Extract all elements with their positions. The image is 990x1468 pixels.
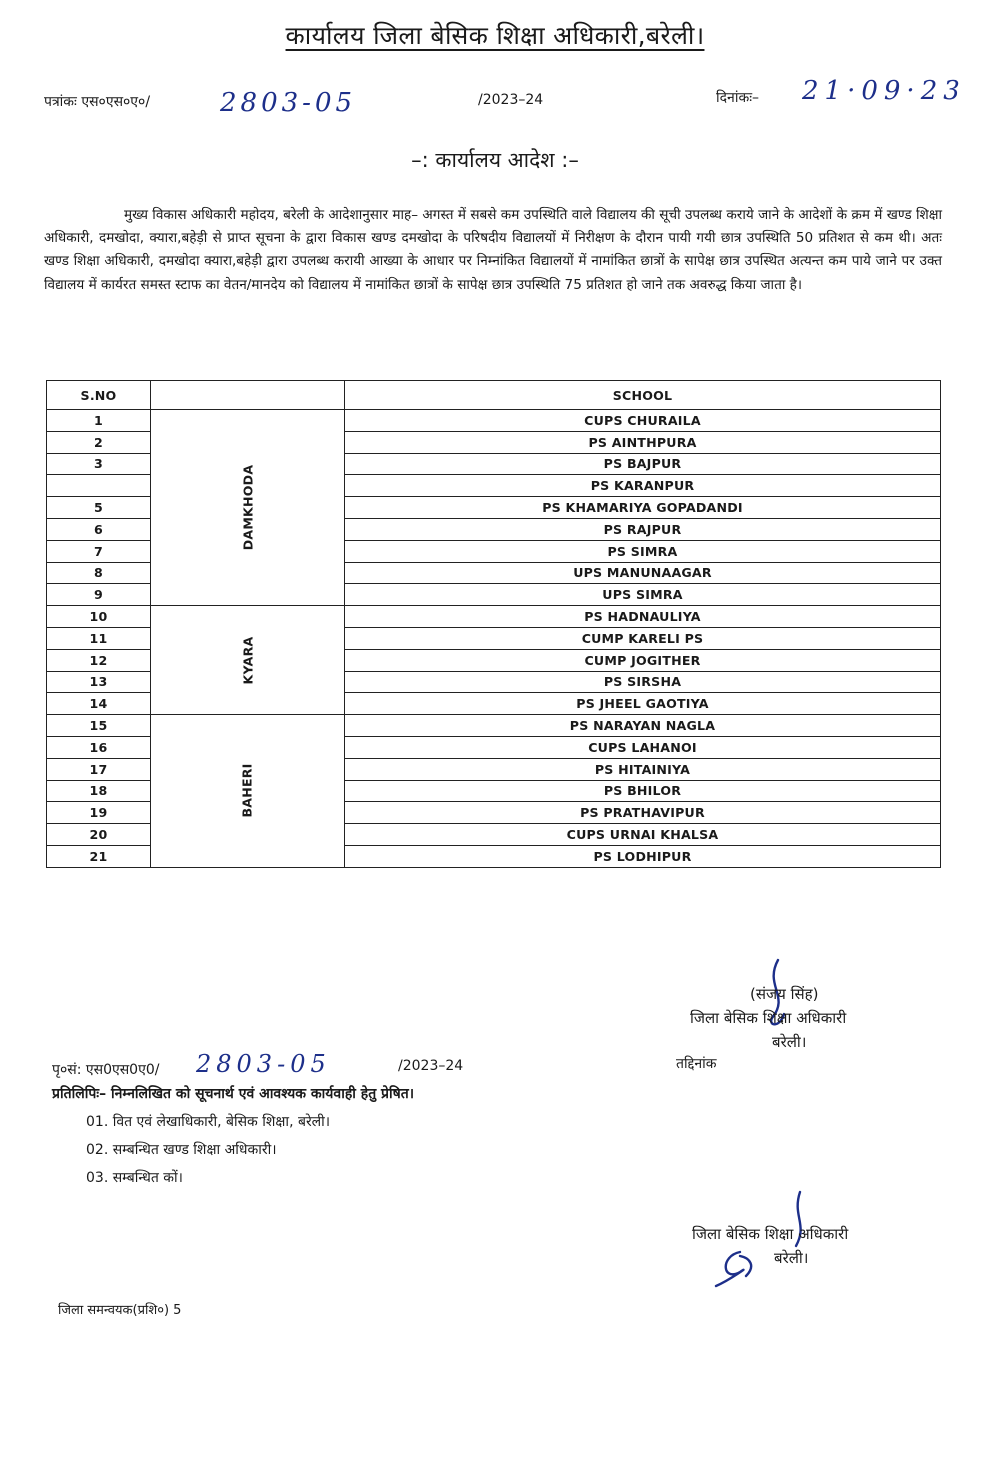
school-cell: CUPS CHURAILA	[345, 410, 941, 432]
office-title: कार्यालय जिला बेसिक शिक्षा अधिकारी,बरेली।	[285, 21, 705, 50]
school-cell: PS NARAYAN NAGLA	[345, 715, 941, 737]
sno-cell: 15	[47, 715, 151, 737]
sno-cell: 6	[47, 518, 151, 540]
sno-cell: 18	[47, 780, 151, 802]
sno-cell: 8	[47, 562, 151, 584]
table-row	[47, 606, 941, 628]
copy-item-1: 01. वित एवं लेखाधिकारी, बेसिक शिक्षा, बरेली।	[86, 1114, 331, 1130]
school-cell: PS KARANPUR	[345, 475, 941, 497]
sno-cell: 10	[47, 606, 151, 628]
copy-to-section	[52, 1080, 414, 1192]
school-cell: UPS MANUNAAGAR	[345, 562, 941, 584]
tadidnank-label: तद्दिनांक	[676, 1056, 717, 1072]
sno-header: S.NO	[47, 381, 151, 410]
signatory2-designation: जिला बेसिक शिक्षा अधिकारी	[692, 1225, 849, 1243]
school-cell: PS HADNAULIYA	[345, 606, 941, 628]
sno-cell: 9	[47, 584, 151, 606]
school-cell: PS KHAMARIYA GOPADANDI	[345, 497, 941, 519]
sno-cell: 11	[47, 627, 151, 649]
signatory-place: बरेली।	[772, 1033, 807, 1051]
block-cell	[151, 410, 345, 606]
sno-cell: 19	[47, 802, 151, 824]
table-body	[47, 410, 941, 868]
school-cell: CUMP JOGITHER	[345, 649, 941, 671]
table-header-row	[47, 381, 941, 410]
block-cell	[151, 715, 345, 868]
sno-cell: 3	[47, 453, 151, 475]
signatory2-place: बरेली।	[774, 1249, 809, 1267]
school-cell: PS LODHIPUR	[345, 845, 941, 867]
copy-item-2: 02. सम्बन्धित खण्ड शिक्षा अधिकारी।	[86, 1142, 277, 1158]
school-header: SCHOOL	[345, 381, 941, 410]
school-cell: PS BHILOR	[345, 780, 941, 802]
copy-to-line: प्रतिलिपिः– निम्नलिखित को सूचनार्थ एवं आवश्यक कार्यवाही हेतु प्रेषित।	[52, 1086, 415, 1102]
school-cell: CUMP KARELI PS	[345, 627, 941, 649]
endorsement-ref-label: पृ०सं: एस0एस0ए0/	[52, 1062, 160, 1078]
endorsement-session: /2023–24	[398, 1058, 464, 1074]
school-cell: PS SIRSHA	[345, 671, 941, 693]
school-cell: PS AINTHPURA	[345, 431, 941, 453]
school-table	[46, 380, 941, 868]
ref-number-handwritten: 2803-05	[220, 88, 357, 118]
block-name: DAMKHODA	[239, 464, 255, 551]
sno-cell	[47, 475, 151, 497]
block-header	[151, 381, 345, 410]
sno-cell: 7	[47, 540, 151, 562]
session-year: /2023–24	[478, 92, 544, 108]
block-name: BAHERI	[239, 763, 255, 818]
school-cell: CUPS URNAI KHALSA	[345, 824, 941, 846]
order-body-paragraph: मुख्य विकास अधिकारी महोदय, बरेली के आदेशानुसार माह– अगस्त में सबसे कम उपस्थिति वाले विद्यालय की सूची उपलब्ध कराये जाने के आदेशों के क्रम में खण्ड शिक्षा अधिकारी, दमखोदा, क्यारा,बहेड़ी से प्राप्त सूचना के द्वारा विकास खण्ड दमखोदा के परिषदीय विद्यालयों में निरीक्षण के दौरान पायी गयी छात्र उपस्थिति 50 प्रतिशत से कम थी। अतः खण्ड शिक्षा अधिकारी, दमखोदा क्यारा,बहेड़ी द्वारा उपलब्ध करायी आख्या के आधार पर निम्नांकित विद्यालयों में नामांकित छात्रों के सापेक्ष छात्र उपस्थित अत्यन्त कम पाये जाने पर उक्त विद्यालय में कार्यरत समस्त स्टाफ का वेतन/मानदेय को विद्यालय में नामांकित छात्रों के सापेक्ष छात्र उपस्थिति 75 प्रतिशत हो जाने तक अवरुद्ध किया जाता है।	[44, 207, 942, 293]
sno-cell: 12	[47, 649, 151, 671]
table-row	[47, 410, 941, 432]
table-row	[47, 715, 941, 737]
sno-cell: 1	[47, 410, 151, 432]
school-cell: PS PRATHAVIPUR	[345, 802, 941, 824]
signatory-designation: जिला बेसिक शिक्षा अधिकारी	[690, 1009, 847, 1027]
school-cell: PS RAJPUR	[345, 518, 941, 540]
block-cell	[151, 606, 345, 715]
date-handwritten: 21·09·23	[802, 76, 966, 106]
sno-cell: 20	[47, 824, 151, 846]
sno-cell: 16	[47, 736, 151, 758]
sno-cell: 21	[47, 845, 151, 867]
sno-cell: 5	[47, 497, 151, 519]
endorsement-ref-handwritten: 2803-05	[196, 1050, 331, 1078]
block-name: KYARA	[240, 636, 255, 685]
school-cell: CUPS LAHANOI	[345, 736, 941, 758]
signatory-name: (संजय सिंह)	[750, 985, 819, 1003]
sno-cell: 17	[47, 758, 151, 780]
school-cell: UPS SIMRA	[345, 584, 941, 606]
footer-code: जिला समन्वयक(प्रशि०) 5	[58, 1303, 182, 1318]
school-cell: PS JHEEL GAOTIYA	[345, 693, 941, 715]
order-heading: –: कार्यालय आदेश :–	[411, 148, 579, 172]
sno-cell: 13	[47, 671, 151, 693]
copy-item-3: 03. सम्बन्धित कों।	[86, 1170, 183, 1186]
sno-cell: 2	[47, 431, 151, 453]
sno-cell: 14	[47, 693, 151, 715]
school-cell: PS BAJPUR	[345, 453, 941, 475]
date-label: दिनांकः–	[716, 90, 760, 106]
school-cell: PS SIMRA	[345, 540, 941, 562]
school-cell: PS HITAINIYA	[345, 758, 941, 780]
ref-label: पत्रांकः एस०एस०ए०/	[44, 94, 151, 110]
